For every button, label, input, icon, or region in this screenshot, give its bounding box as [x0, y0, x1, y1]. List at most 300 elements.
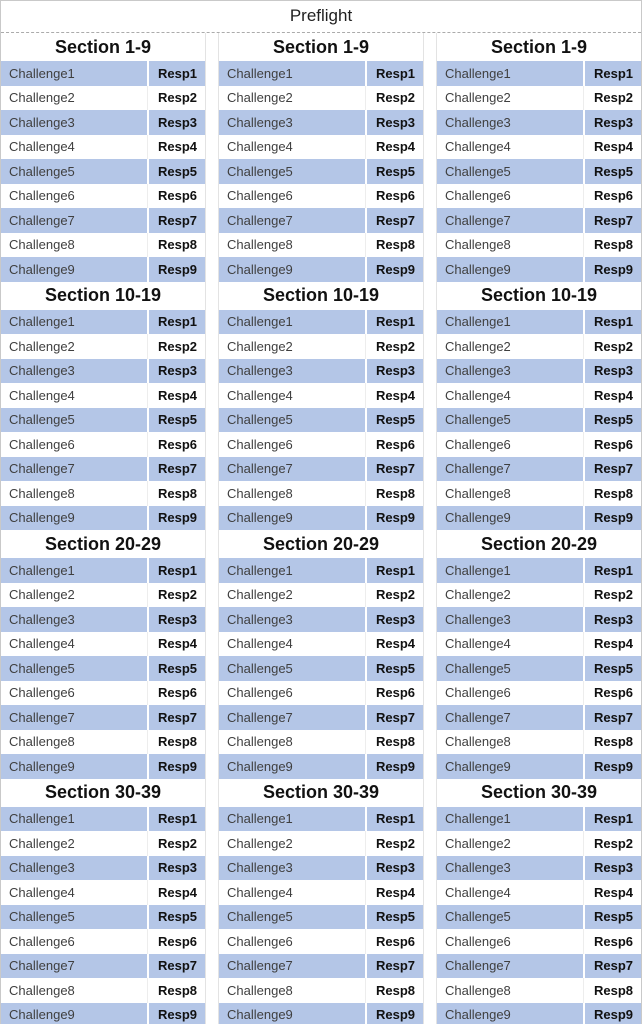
challenge-label: Challenge2 — [227, 587, 293, 603]
response-value: Resp8 — [583, 978, 641, 1003]
table-row — [437, 383, 641, 408]
response-value: Resp3 — [365, 110, 423, 135]
table-row — [1, 208, 205, 233]
table-row — [219, 432, 423, 457]
challenge-label: Challenge1 — [227, 562, 293, 578]
challenge-label: Challenge2 — [445, 587, 511, 603]
response-value: Resp6 — [147, 681, 205, 706]
section-header: Section 30-39 — [219, 779, 423, 807]
challenge-label: Challenge3 — [445, 611, 511, 627]
table-row — [1, 583, 205, 608]
response-value: Resp1 — [147, 61, 205, 86]
response-value: Resp5 — [365, 408, 423, 433]
table-row — [437, 481, 641, 506]
section-block — [1, 282, 205, 531]
challenge-label: Challenge7 — [227, 461, 293, 477]
response-value: Resp8 — [365, 730, 423, 755]
response-value: Resp1 — [365, 310, 423, 335]
challenge-label: Challenge4 — [445, 139, 511, 155]
section-block — [219, 779, 423, 1024]
response-value: Resp3 — [365, 856, 423, 881]
response-value: Resp5 — [583, 905, 641, 930]
response-value: Resp7 — [365, 705, 423, 730]
response-value: Resp3 — [365, 359, 423, 384]
table-row — [1, 656, 205, 681]
challenge-label: Challenge2 — [9, 338, 75, 354]
table-row — [1, 310, 205, 335]
response-value: Resp2 — [583, 583, 641, 608]
response-value: Resp6 — [583, 681, 641, 706]
response-value: Resp3 — [147, 359, 205, 384]
response-value: Resp7 — [365, 457, 423, 482]
checklist-column — [436, 33, 641, 1024]
response-value: Resp5 — [365, 656, 423, 681]
table-row — [1, 807, 205, 832]
table-row — [437, 656, 641, 681]
section-block — [437, 282, 641, 531]
table-row — [437, 1003, 641, 1024]
response-value: Resp6 — [147, 184, 205, 209]
challenge-label: Challenge9 — [9, 758, 75, 774]
challenge-label: Challenge3 — [227, 363, 293, 379]
response-value: Resp3 — [583, 359, 641, 384]
challenge-label: Challenge9 — [9, 510, 75, 526]
table-row — [219, 383, 423, 408]
table-row — [219, 408, 423, 433]
response-value: Resp6 — [365, 184, 423, 209]
challenge-label: Challenge2 — [445, 90, 511, 106]
challenge-label: Challenge2 — [9, 587, 75, 603]
response-value: Resp9 — [147, 754, 205, 779]
table-row — [1, 110, 205, 135]
challenge-label: Challenge1 — [227, 314, 293, 330]
table-row — [219, 607, 423, 632]
response-value: Resp8 — [365, 233, 423, 258]
table-row — [219, 730, 423, 755]
challenge-label: Challenge6 — [227, 188, 293, 204]
response-value: Resp6 — [365, 681, 423, 706]
challenge-label: Challenge7 — [227, 709, 293, 725]
challenge-label: Challenge8 — [227, 485, 293, 501]
section-block — [437, 33, 641, 282]
response-value: Resp1 — [583, 807, 641, 832]
section-header: Section 30-39 — [437, 779, 641, 807]
challenge-label: Challenge5 — [227, 660, 293, 676]
table-row — [437, 233, 641, 258]
challenge-label: Challenge7 — [9, 709, 75, 725]
table-row — [437, 730, 641, 755]
table-row — [437, 184, 641, 209]
challenge-label: Challenge6 — [227, 685, 293, 701]
response-value: Resp9 — [147, 1003, 205, 1024]
response-value: Resp4 — [583, 135, 641, 160]
table-row — [437, 159, 641, 184]
challenge-label: Challenge7 — [9, 461, 75, 477]
challenge-label: Challenge9 — [227, 261, 293, 277]
table-row — [1, 730, 205, 755]
checklist-column — [218, 33, 424, 1024]
challenge-label: Challenge3 — [9, 611, 75, 627]
table-row — [1, 905, 205, 930]
table-row — [1, 432, 205, 457]
response-value: Resp9 — [583, 1003, 641, 1024]
table-row — [437, 135, 641, 160]
table-row — [219, 978, 423, 1003]
table-row — [437, 880, 641, 905]
challenge-label: Challenge2 — [227, 835, 293, 851]
challenge-label: Challenge8 — [227, 734, 293, 750]
response-value: Resp7 — [365, 954, 423, 979]
section-block — [437, 530, 641, 779]
response-value: Resp1 — [365, 61, 423, 86]
response-value: Resp4 — [147, 135, 205, 160]
response-value: Resp4 — [365, 880, 423, 905]
table-row — [1, 1003, 205, 1024]
challenge-label: Challenge8 — [445, 734, 511, 750]
response-value: Resp7 — [583, 954, 641, 979]
table-row — [1, 86, 205, 111]
table-row — [219, 208, 423, 233]
challenge-label: Challenge7 — [227, 958, 293, 974]
section-block — [1, 33, 205, 282]
challenge-label: Challenge7 — [445, 461, 511, 477]
table-row — [219, 929, 423, 954]
response-value: Resp8 — [583, 730, 641, 755]
table-row — [219, 135, 423, 160]
response-value: Resp2 — [147, 583, 205, 608]
response-value: Resp7 — [147, 208, 205, 233]
response-value: Resp1 — [147, 558, 205, 583]
challenge-label: Challenge4 — [445, 636, 511, 652]
response-value: Resp2 — [365, 583, 423, 608]
table-row — [437, 110, 641, 135]
challenge-label: Challenge7 — [445, 958, 511, 974]
table-row — [1, 184, 205, 209]
response-value: Resp1 — [147, 310, 205, 335]
table-row — [219, 481, 423, 506]
table-row — [219, 954, 423, 979]
response-value: Resp6 — [147, 432, 205, 457]
table-row — [437, 408, 641, 433]
challenge-label: Challenge1 — [9, 65, 75, 81]
response-value: Resp1 — [365, 807, 423, 832]
challenge-label: Challenge3 — [9, 114, 75, 130]
challenge-label: Challenge9 — [445, 1007, 511, 1023]
challenge-label: Challenge9 — [445, 261, 511, 277]
response-value: Resp6 — [365, 929, 423, 954]
challenge-label: Challenge3 — [445, 363, 511, 379]
table-row — [1, 558, 205, 583]
table-row — [219, 705, 423, 730]
table-row — [1, 257, 205, 282]
response-value: Resp5 — [147, 408, 205, 433]
table-row — [219, 159, 423, 184]
table-row — [437, 905, 641, 930]
challenge-label: Challenge9 — [227, 510, 293, 526]
challenge-label: Challenge4 — [227, 139, 293, 155]
challenge-label: Challenge7 — [9, 958, 75, 974]
response-value: Resp6 — [365, 432, 423, 457]
table-row — [219, 110, 423, 135]
section-block — [437, 779, 641, 1024]
page-title: Preflight — [1, 1, 641, 33]
section-rows — [1, 807, 205, 1024]
section-block — [1, 530, 205, 779]
section-rows — [437, 310, 641, 531]
response-value: Resp2 — [147, 86, 205, 111]
challenge-label: Challenge4 — [227, 387, 293, 403]
section-rows — [437, 558, 641, 779]
response-value: Resp7 — [583, 208, 641, 233]
response-value: Resp3 — [365, 607, 423, 632]
section-header: Section 10-19 — [219, 282, 423, 310]
section-header: Section 10-19 — [437, 282, 641, 310]
table-row — [1, 457, 205, 482]
table-row — [219, 334, 423, 359]
challenge-label: Challenge3 — [445, 860, 511, 876]
checklist-column — [1, 33, 206, 1024]
table-row — [437, 754, 641, 779]
table-row — [437, 432, 641, 457]
table-row — [1, 978, 205, 1003]
response-value: Resp5 — [583, 408, 641, 433]
section-header: Section 20-29 — [219, 530, 423, 558]
challenge-label: Challenge8 — [9, 734, 75, 750]
challenge-label: Challenge9 — [9, 1007, 75, 1023]
challenge-label: Challenge6 — [445, 685, 511, 701]
table-row — [437, 807, 641, 832]
response-value: Resp1 — [147, 807, 205, 832]
challenge-label: Challenge4 — [227, 636, 293, 652]
section-header: Section 1-9 — [219, 33, 423, 61]
challenge-label: Challenge1 — [445, 811, 511, 827]
challenge-label: Challenge8 — [445, 982, 511, 998]
table-row — [437, 61, 641, 86]
response-value: Resp6 — [583, 184, 641, 209]
challenge-label: Challenge6 — [445, 436, 511, 452]
challenge-label: Challenge5 — [9, 660, 75, 676]
table-row — [437, 681, 641, 706]
table-row — [219, 856, 423, 881]
table-row — [219, 457, 423, 482]
challenge-label: Challenge6 — [227, 933, 293, 949]
response-value: Resp1 — [365, 558, 423, 583]
response-value: Resp3 — [147, 110, 205, 135]
section-block — [219, 33, 423, 282]
response-value: Resp5 — [583, 159, 641, 184]
response-value: Resp2 — [583, 86, 641, 111]
challenge-label: Challenge6 — [9, 188, 75, 204]
table-row — [437, 208, 641, 233]
challenge-label: Challenge2 — [227, 90, 293, 106]
table-row — [219, 905, 423, 930]
response-value: Resp9 — [147, 506, 205, 531]
table-row — [219, 310, 423, 335]
table-row — [219, 233, 423, 258]
response-value: Resp8 — [583, 481, 641, 506]
section-rows — [1, 558, 205, 779]
table-row — [1, 159, 205, 184]
challenge-label: Challenge8 — [445, 237, 511, 253]
table-row — [1, 929, 205, 954]
response-value: Resp1 — [583, 558, 641, 583]
response-value: Resp4 — [365, 632, 423, 657]
response-value: Resp2 — [583, 831, 641, 856]
table-row — [437, 632, 641, 657]
section-rows — [219, 61, 423, 282]
response-value: Resp7 — [147, 705, 205, 730]
table-row — [1, 681, 205, 706]
section-block — [1, 779, 205, 1024]
table-row — [437, 310, 641, 335]
table-row — [1, 481, 205, 506]
challenge-label: Challenge3 — [9, 860, 75, 876]
table-row — [1, 334, 205, 359]
table-row — [219, 632, 423, 657]
table-row — [437, 954, 641, 979]
table-row — [219, 681, 423, 706]
challenge-label: Challenge6 — [445, 188, 511, 204]
response-value: Resp9 — [583, 257, 641, 282]
challenge-label: Challenge5 — [9, 412, 75, 428]
table-row — [219, 359, 423, 384]
response-value: Resp9 — [147, 257, 205, 282]
response-value: Resp2 — [147, 831, 205, 856]
table-row — [1, 954, 205, 979]
table-row — [219, 754, 423, 779]
challenge-label: Challenge5 — [445, 660, 511, 676]
response-value: Resp7 — [147, 457, 205, 482]
challenge-label: Challenge3 — [9, 363, 75, 379]
challenge-label: Challenge5 — [9, 909, 75, 925]
table-row — [437, 978, 641, 1003]
challenge-label: Challenge4 — [9, 387, 75, 403]
challenge-label: Challenge1 — [227, 65, 293, 81]
table-row — [1, 632, 205, 657]
challenge-label: Challenge1 — [9, 811, 75, 827]
table-row — [1, 61, 205, 86]
table-row — [437, 583, 641, 608]
response-value: Resp4 — [147, 383, 205, 408]
challenge-label: Challenge9 — [9, 261, 75, 277]
challenge-label: Challenge4 — [445, 387, 511, 403]
challenge-label: Challenge7 — [9, 212, 75, 228]
table-row — [219, 1003, 423, 1024]
challenge-label: Challenge2 — [9, 835, 75, 851]
challenge-label: Challenge1 — [9, 314, 75, 330]
table-row — [437, 558, 641, 583]
challenge-label: Challenge2 — [9, 90, 75, 106]
table-row — [1, 359, 205, 384]
section-rows — [437, 61, 641, 282]
table-row — [437, 257, 641, 282]
table-row — [437, 831, 641, 856]
challenge-label: Challenge2 — [227, 338, 293, 354]
challenge-label: Challenge2 — [445, 338, 511, 354]
challenge-label: Challenge9 — [445, 510, 511, 526]
challenge-label: Challenge9 — [227, 1007, 293, 1023]
table-row — [437, 506, 641, 531]
response-value: Resp6 — [583, 432, 641, 457]
table-row — [1, 408, 205, 433]
response-value: Resp8 — [583, 233, 641, 258]
section-block — [219, 530, 423, 779]
response-value: Resp3 — [583, 110, 641, 135]
challenge-label: Challenge5 — [227, 163, 293, 179]
response-value: Resp3 — [147, 607, 205, 632]
challenge-label: Challenge5 — [227, 909, 293, 925]
response-value: Resp7 — [583, 705, 641, 730]
challenge-label: Challenge5 — [9, 163, 75, 179]
response-value: Resp4 — [583, 383, 641, 408]
response-value: Resp1 — [583, 61, 641, 86]
response-value: Resp4 — [365, 383, 423, 408]
response-value: Resp5 — [147, 905, 205, 930]
table-row — [437, 607, 641, 632]
response-value: Resp9 — [365, 754, 423, 779]
response-value: Resp7 — [365, 208, 423, 233]
challenge-label: Challenge4 — [227, 884, 293, 900]
response-value: Resp7 — [583, 457, 641, 482]
table-row — [219, 61, 423, 86]
response-value: Resp6 — [583, 929, 641, 954]
response-value: Resp5 — [365, 905, 423, 930]
challenge-label: Challenge8 — [227, 982, 293, 998]
challenge-label: Challenge8 — [9, 982, 75, 998]
section-header: Section 1-9 — [1, 33, 205, 61]
response-value: Resp2 — [583, 334, 641, 359]
challenge-label: Challenge9 — [227, 758, 293, 774]
response-value: Resp4 — [583, 632, 641, 657]
response-value: Resp8 — [147, 978, 205, 1003]
response-value: Resp9 — [583, 754, 641, 779]
challenge-label: Challenge1 — [445, 314, 511, 330]
table-row — [1, 880, 205, 905]
section-rows — [1, 310, 205, 531]
challenge-label: Challenge3 — [445, 114, 511, 130]
challenge-label: Challenge9 — [445, 758, 511, 774]
response-value: Resp4 — [147, 632, 205, 657]
challenge-label: Challenge5 — [227, 412, 293, 428]
table-row — [1, 135, 205, 160]
challenge-label: Challenge4 — [445, 884, 511, 900]
challenge-label: Challenge5 — [445, 909, 511, 925]
challenge-label: Challenge1 — [445, 562, 511, 578]
challenge-label: Challenge5 — [445, 412, 511, 428]
response-value: Resp3 — [583, 856, 641, 881]
response-value: Resp4 — [583, 880, 641, 905]
response-value: Resp7 — [147, 954, 205, 979]
section-rows — [219, 558, 423, 779]
response-value: Resp3 — [147, 856, 205, 881]
table-row — [437, 856, 641, 881]
table-row — [1, 383, 205, 408]
challenge-label: Challenge3 — [227, 114, 293, 130]
table-row — [219, 86, 423, 111]
table-row — [1, 754, 205, 779]
table-row — [219, 257, 423, 282]
challenge-label: Challenge6 — [445, 933, 511, 949]
table-row — [437, 457, 641, 482]
challenge-label: Challenge7 — [227, 212, 293, 228]
columns-container — [1, 33, 641, 1024]
response-value: Resp8 — [147, 730, 205, 755]
challenge-label: Challenge8 — [9, 237, 75, 253]
challenge-label: Challenge5 — [445, 163, 511, 179]
section-header: Section 20-29 — [1, 530, 205, 558]
table-row — [219, 583, 423, 608]
challenge-label: Challenge2 — [445, 835, 511, 851]
